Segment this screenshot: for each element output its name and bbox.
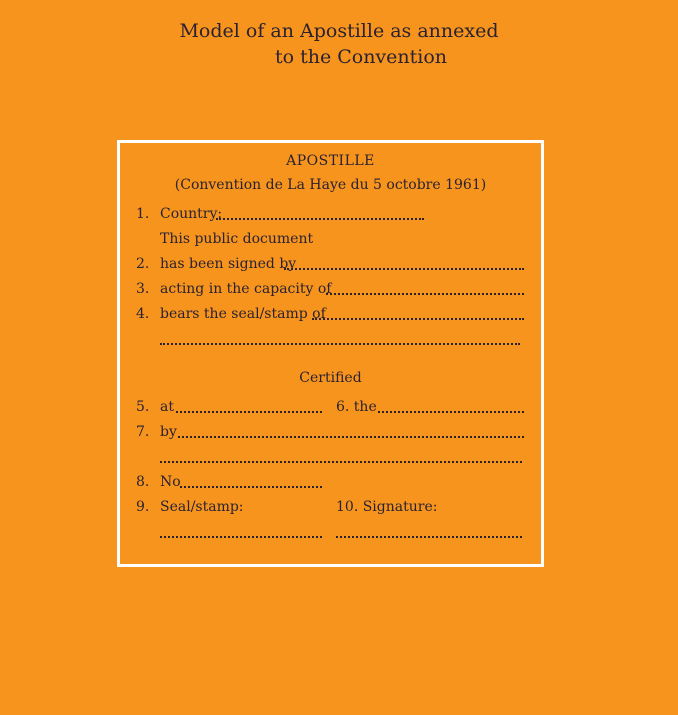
- field-signed-by-number: 2.: [136, 256, 150, 272]
- seal-stamp-dotted-line: [160, 536, 322, 538]
- field-no: [136, 472, 536, 492]
- field-public-document-label: This public document: [160, 231, 314, 247]
- field-public-document: [136, 229, 536, 249]
- field-seal-stamp-label: Seal/stamp:: [160, 499, 244, 515]
- page-title-line-2: to the Convention: [274, 46, 448, 68]
- certified-heading: Certified: [299, 370, 362, 386]
- field-seal-of: [136, 304, 536, 324]
- apostille-form: [117, 140, 544, 567]
- field-seal-of-continuation-line: [160, 343, 520, 345]
- field-capacity-dotted-line: [326, 293, 524, 295]
- field-seal-stamp: [136, 497, 536, 517]
- field-at-label: at: [160, 399, 174, 415]
- field-capacity-label: acting in the capacity of: [160, 281, 332, 297]
- field-signed-by: [136, 254, 536, 274]
- page-title-line-1: Model of an Apostille as annexed: [179, 20, 499, 42]
- field-country-dotted-line: [216, 218, 424, 220]
- field-country-number: 1.: [136, 206, 150, 222]
- field-country-label: Country:: [160, 206, 223, 222]
- field-the-dotted-line: [378, 411, 524, 413]
- field-signature-label: 10. Signature:: [336, 499, 438, 515]
- field-capacity-number: 3.: [136, 281, 150, 297]
- apostille-subheading: (Convention de La Haye du 5 octobre 1961): [174, 177, 487, 193]
- field-seal-of-dotted-line: [312, 318, 524, 320]
- field-no-number: 8.: [136, 474, 150, 490]
- field-country: [136, 204, 536, 224]
- field-signed-by-label: has been signed by: [160, 256, 297, 272]
- field-by-number: 7.: [136, 424, 150, 440]
- field-no-label: No: [160, 474, 181, 490]
- page-title: [0, 18, 678, 70]
- field-by: [136, 422, 536, 442]
- field-by-continuation-line: [160, 461, 522, 463]
- field-no-dotted-line: [180, 486, 322, 488]
- field-seal-stamp-number: 9.: [136, 499, 150, 515]
- field-seal-of-label: bears the seal/stamp of: [160, 306, 326, 322]
- field-by-label: by: [160, 424, 177, 440]
- field-at-dotted-line: [176, 411, 322, 413]
- field-by-dotted-line: [178, 436, 524, 438]
- apostille-heading: APOSTILLE: [286, 153, 375, 169]
- field-the-label: 6. the: [336, 399, 377, 415]
- field-seal-of-number: 4.: [136, 306, 150, 322]
- field-capacity: [136, 279, 536, 299]
- field-signed-by-dotted-line: [284, 268, 524, 270]
- field-at-number: 5.: [136, 399, 150, 415]
- field-at: [136, 397, 536, 417]
- signature-dotted-line: [336, 536, 522, 538]
